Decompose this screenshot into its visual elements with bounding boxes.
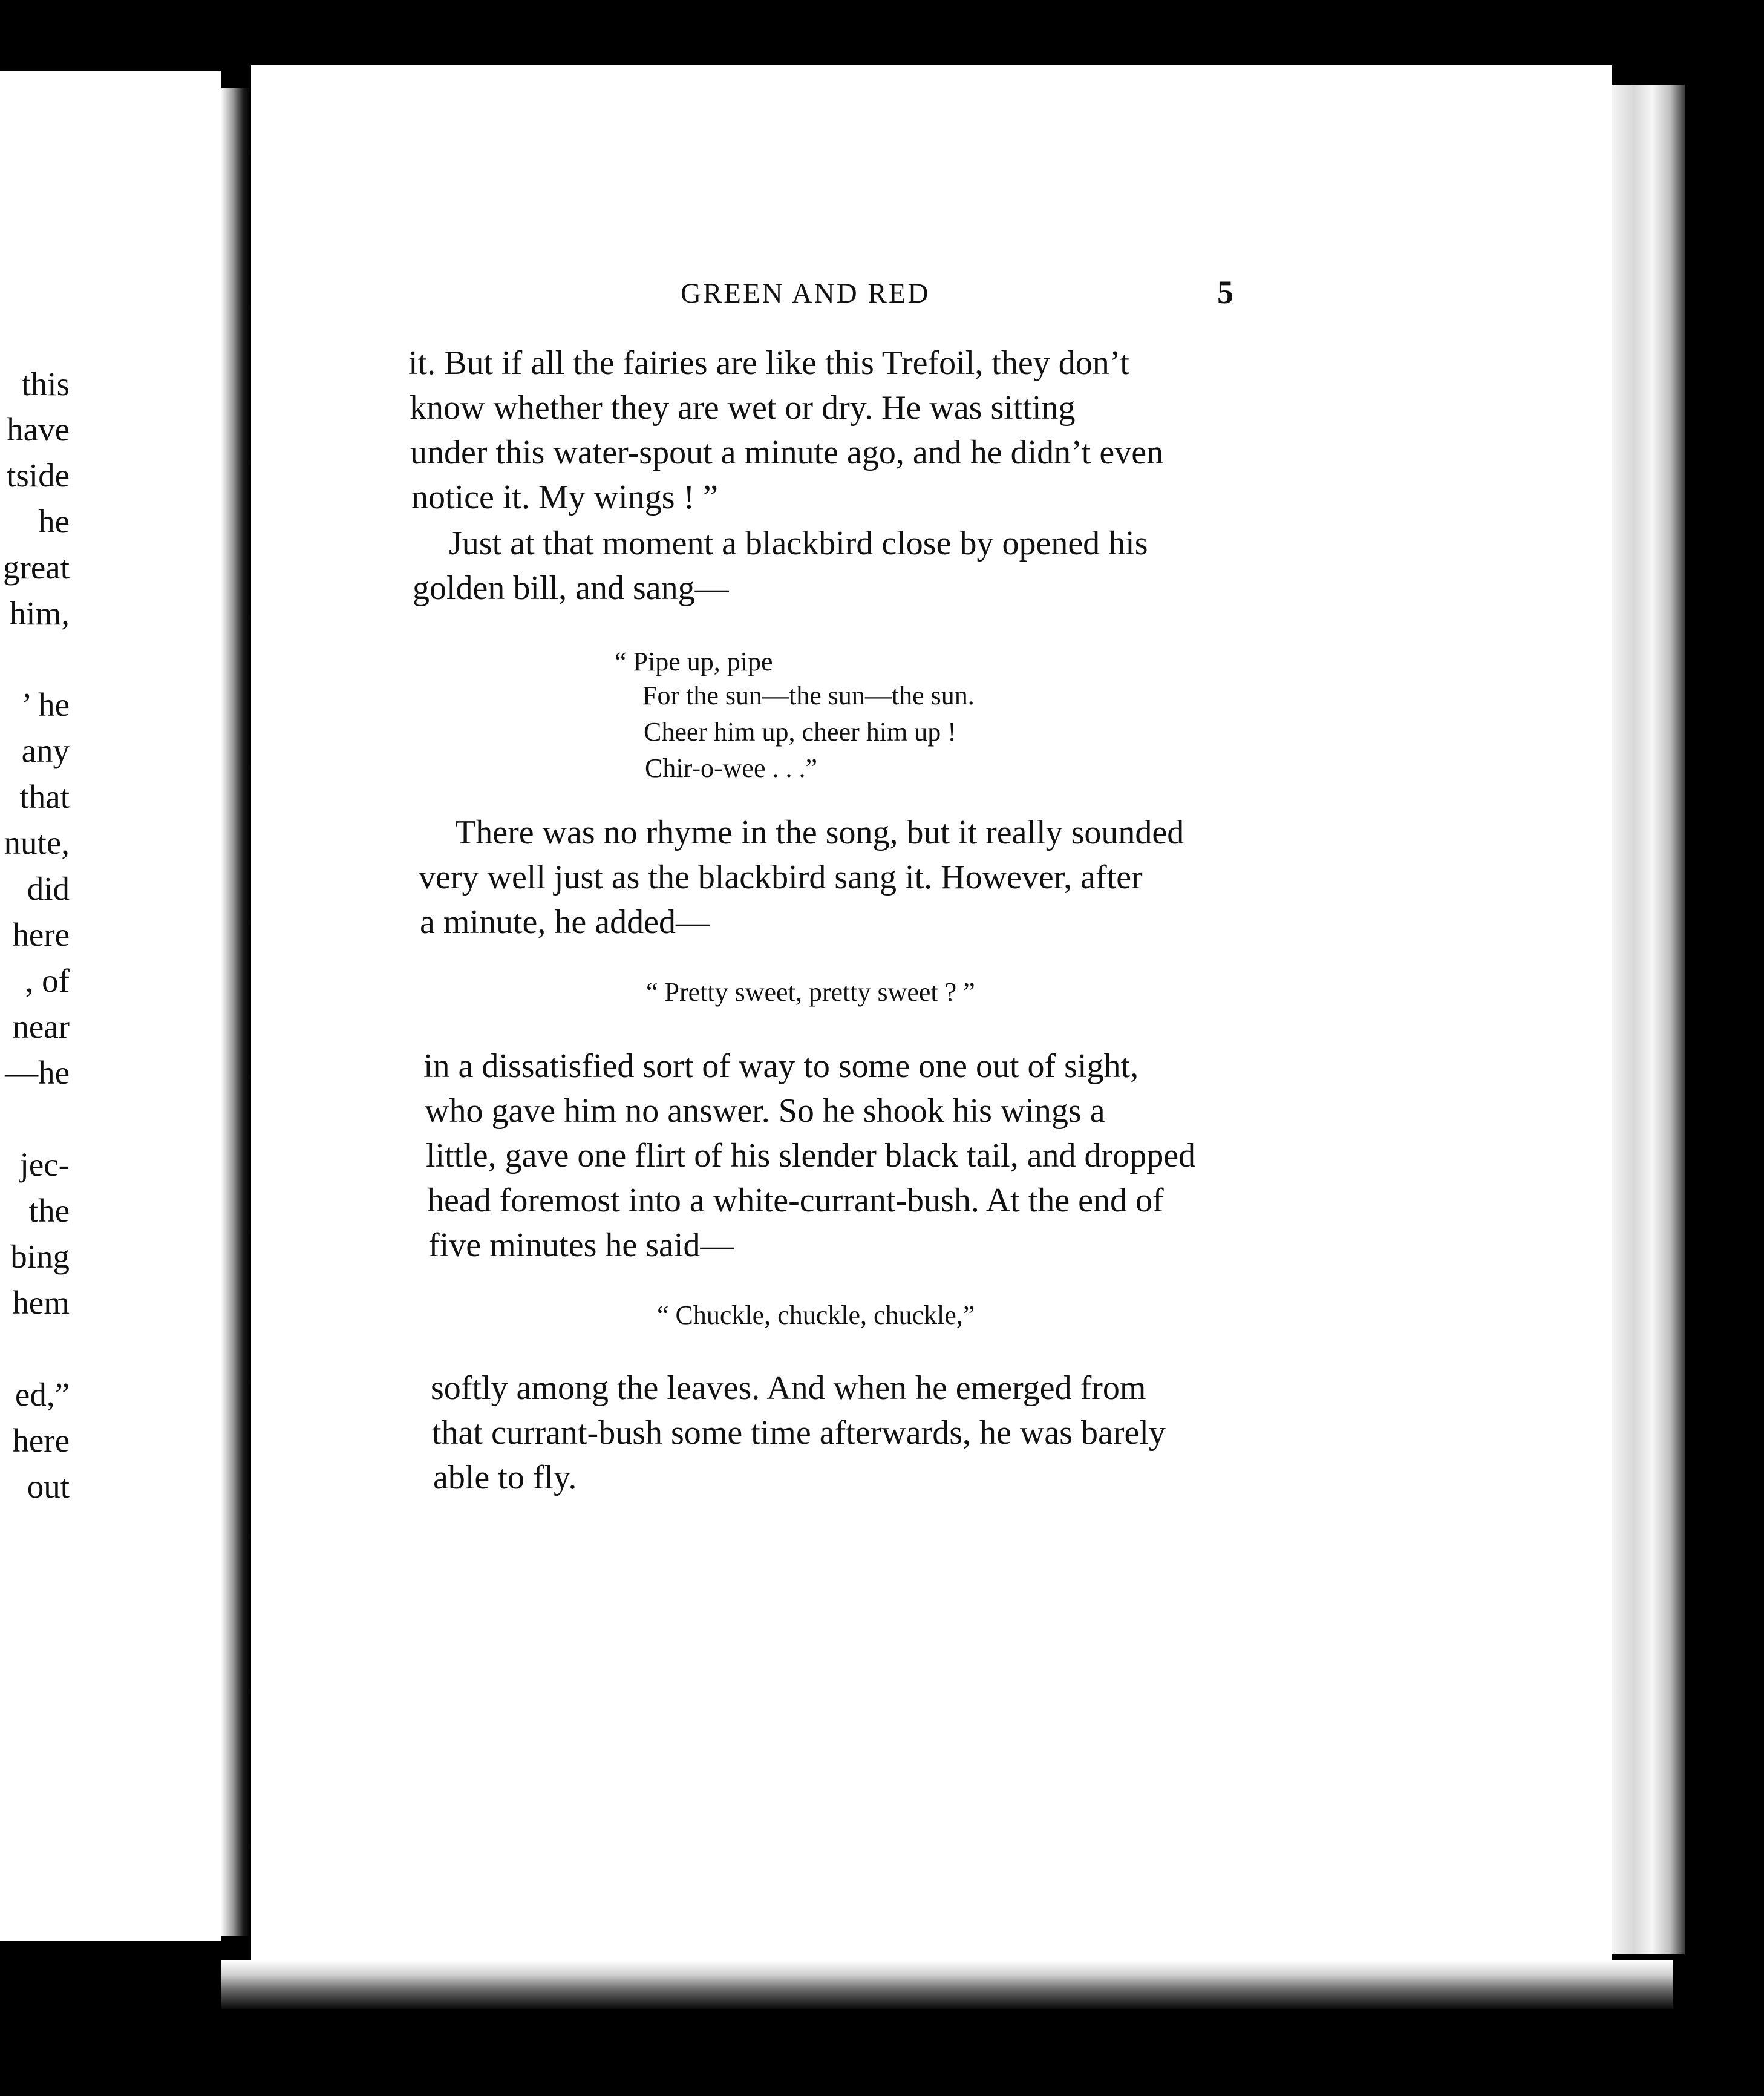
text-line: able to fly.	[433, 1459, 577, 1496]
left-page-fragment: near	[12, 1008, 70, 1045]
text-line: There was no rhyme in the song, but it really sounded	[455, 814, 1184, 851]
running-head: GREEN AND RED	[681, 278, 930, 309]
left-page-fragment: jec-	[19, 1146, 70, 1183]
text-line: notice it. My wings ! ”	[411, 479, 719, 516]
left-page-fragment: this	[21, 365, 70, 402]
left-page-fragment: out	[27, 1468, 70, 1505]
left-page-fragment: any	[21, 732, 70, 769]
text-line: in a dissatisfied sort of way to some one out of sight,	[423, 1047, 1139, 1085]
text-line: Just at that moment a blackbird close by opened his	[449, 525, 1148, 562]
left-page-fragment: him,	[9, 595, 70, 632]
text-line: a minute, he added—	[420, 903, 710, 941]
text-line: under this water-spout a minute ago, and he didn’t even	[410, 434, 1164, 471]
song-line: Cheer him up, cheer him up !	[644, 717, 956, 747]
text-line: golden bill, and sang—	[413, 569, 729, 607]
left-page-fragment: hem	[12, 1284, 70, 1321]
text-line: know whether they are wet or dry. He was sitting	[410, 389, 1076, 427]
left-page	[0, 71, 221, 1941]
text-line: head foremost into a white-currant-bush. At the end of	[427, 1182, 1164, 1219]
left-page-fragment: he	[38, 503, 70, 540]
page-edge	[1612, 85, 1685, 1954]
left-page-fragment: great	[3, 549, 70, 586]
text-line: five minutes he said—	[428, 1226, 734, 1264]
text-line: it. But if all the fairies are like this Trefoil, they don’t	[408, 344, 1129, 382]
text-line: softly among the leaves. And when he emerged from	[431, 1369, 1146, 1407]
text-line: that currant-bush some time afterwards, he was barely	[432, 1414, 1166, 1452]
song-line: “ Pretty sweet, pretty sweet ? ”	[646, 977, 975, 1007]
left-page-fragment: , of	[25, 962, 70, 999]
song-line: “ Chuckle, chuckle, chuckle,”	[657, 1300, 975, 1330]
text-line: little, gave one flirt of his slender black tail, and dropped	[426, 1137, 1196, 1174]
text-line: who gave him no answer. So he shook his wings a	[425, 1092, 1105, 1130]
left-page-fragment: ’ he	[21, 686, 70, 723]
bottom-page-edge	[221, 1960, 1673, 2009]
left-page-fragment: here	[12, 1422, 70, 1459]
song-line: Chir-o-wee . . .”	[645, 753, 818, 783]
left-page-fragment: that	[19, 778, 70, 815]
left-page-fragment: ed,”	[15, 1376, 70, 1413]
left-page-fragment: did	[27, 870, 70, 907]
left-page-fragment: tside	[7, 457, 70, 494]
page-number: 5	[1217, 274, 1233, 310]
text-line: very well just as the blackbird sang it. However, after	[419, 859, 1143, 896]
song-line: “ Pipe up, pipe	[615, 647, 773, 676]
left-page-fragment: —he	[5, 1054, 70, 1091]
left-page-fragment: bing	[10, 1238, 70, 1275]
left-page-fragment: nute,	[4, 824, 70, 861]
song-line: For the sun—the sun—the sun.	[642, 681, 975, 710]
left-page-fragment: here	[12, 916, 70, 953]
left-page-fragment: the	[28, 1192, 70, 1229]
book-gutter	[221, 88, 251, 1936]
left-page-fragment: have	[7, 411, 70, 448]
